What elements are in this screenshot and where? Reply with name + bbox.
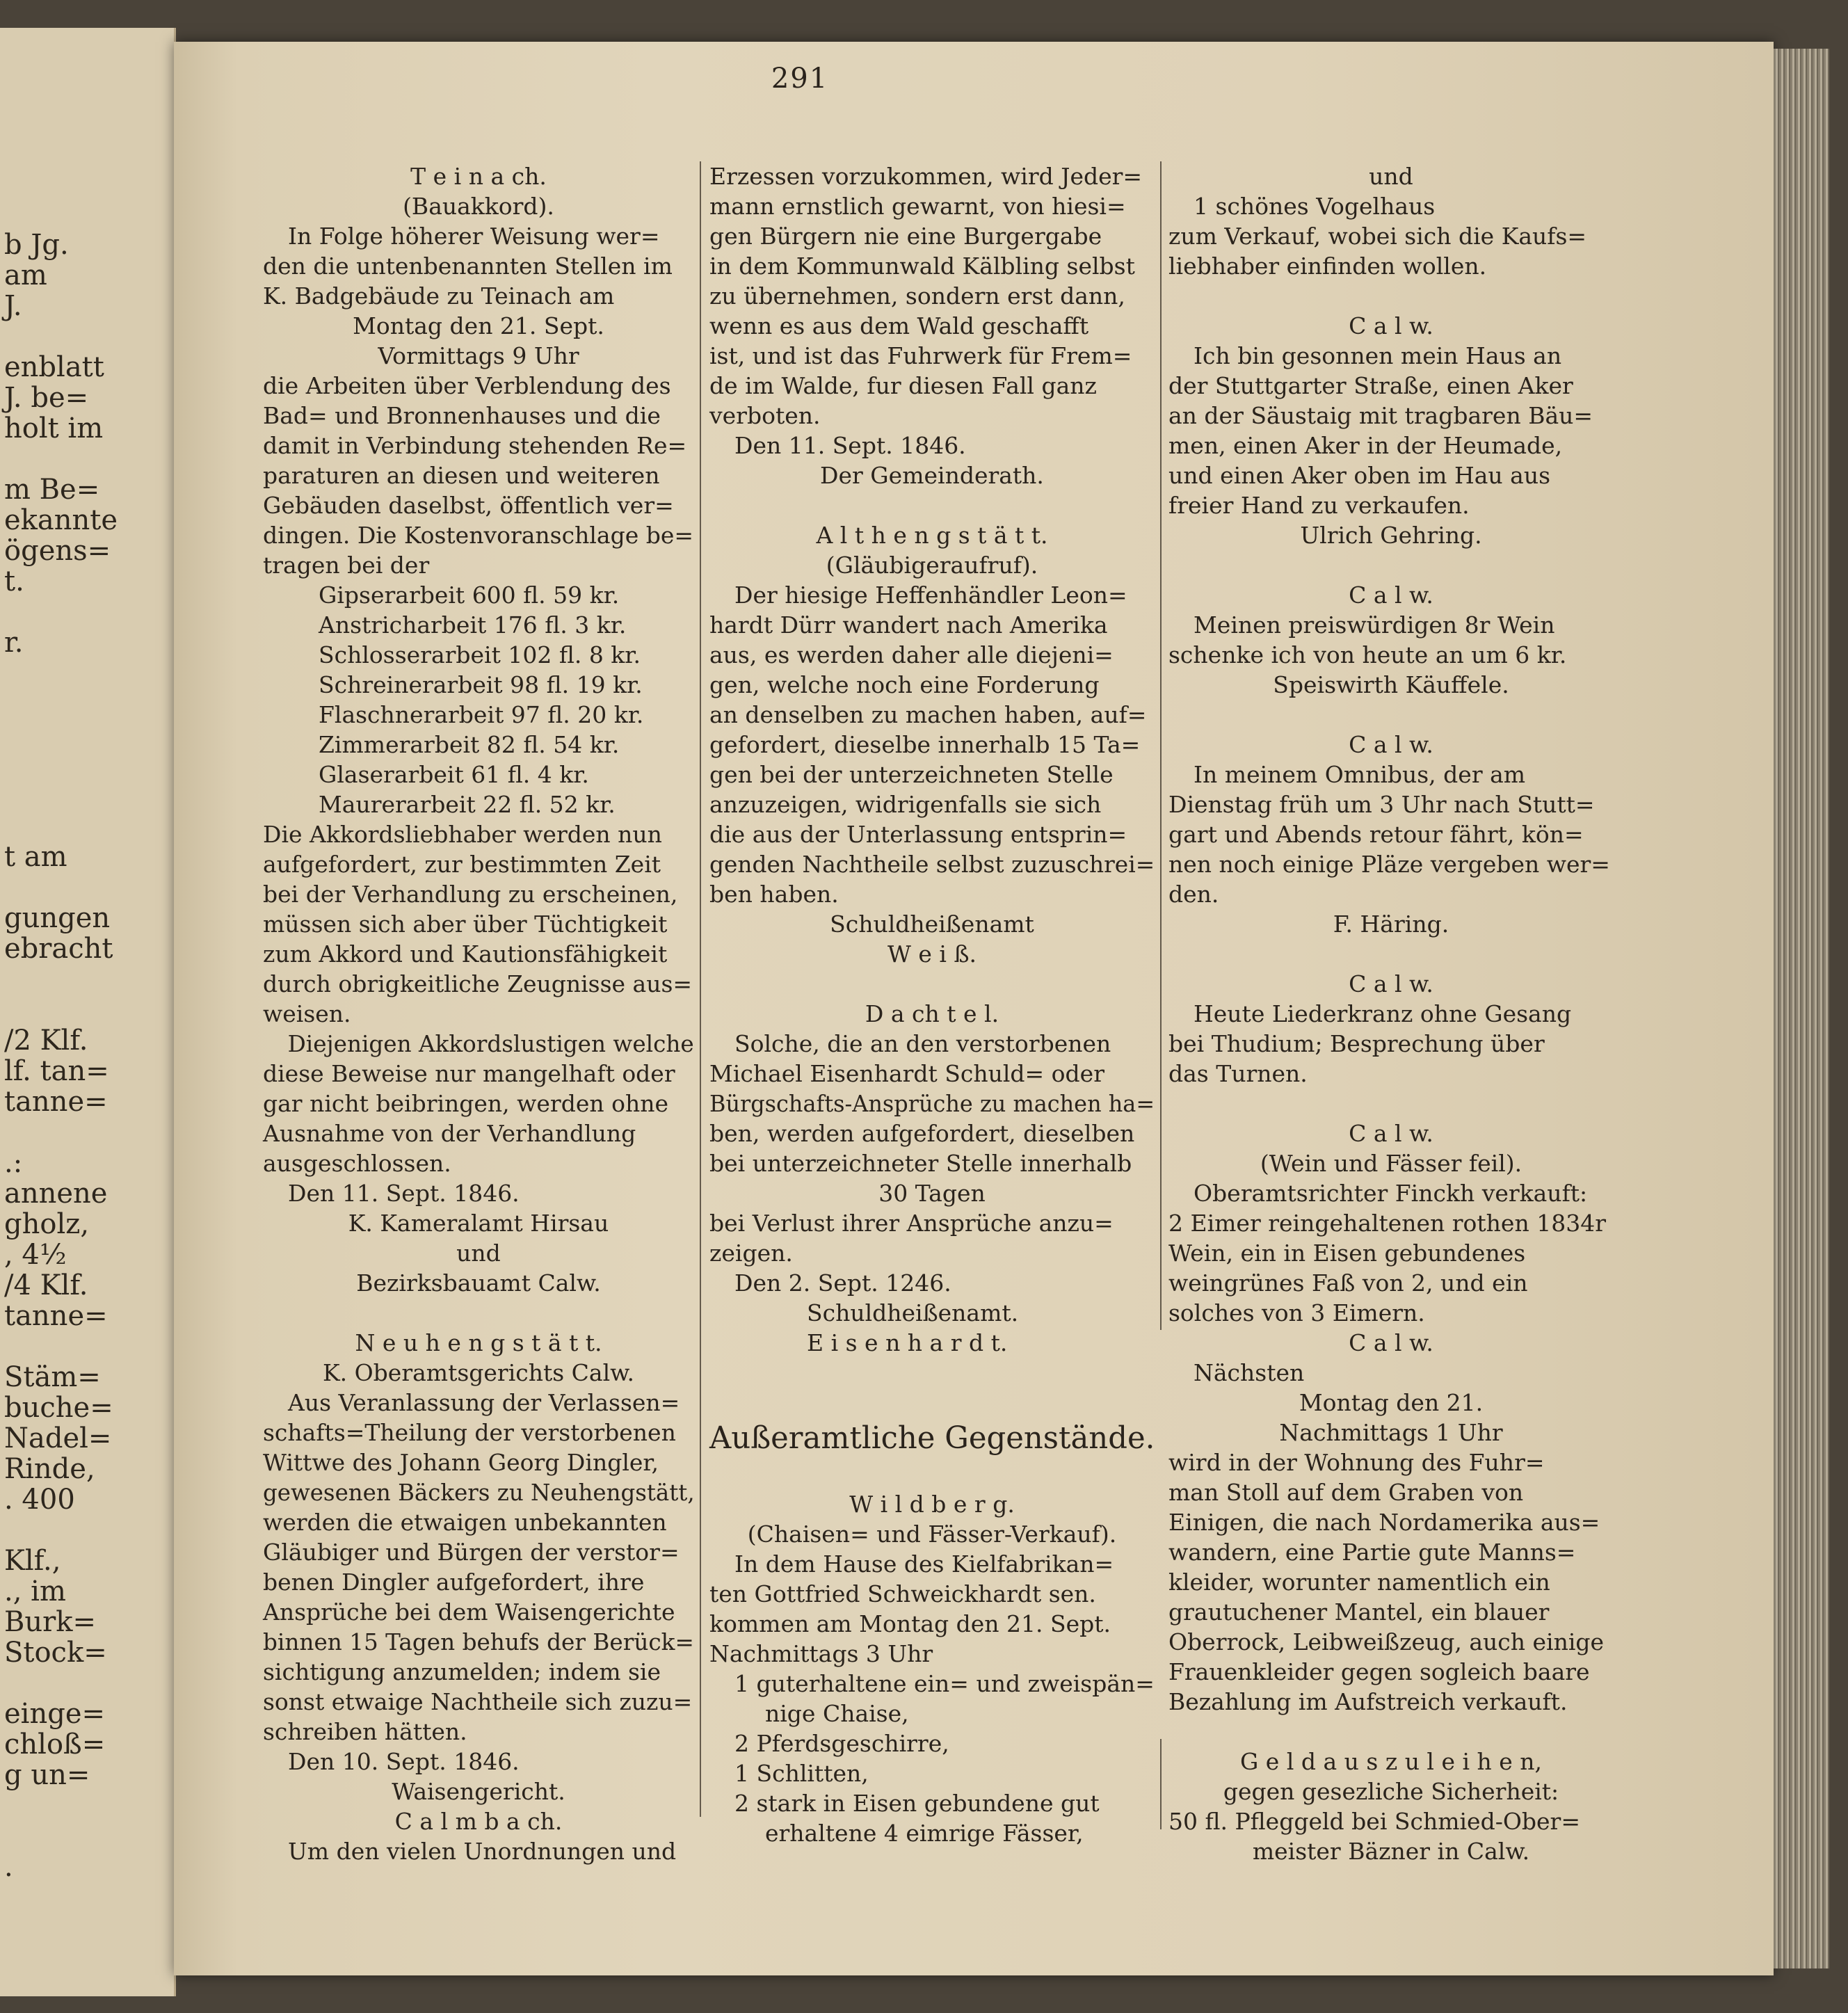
left-page-fragment: /2 Klf. <box>4 1025 88 1057</box>
text-line: aus, es werden daher alle diejeni= <box>709 641 1114 668</box>
text-line: gegen gesezliche Sicherheit: <box>1223 1778 1559 1805</box>
spacer <box>263 1298 694 1328</box>
left-page-fragment: . <box>4 1851 13 1883</box>
text-line: 2 stark in Eisen gebundene gut <box>734 1790 1100 1817</box>
text-line: werden die etwaigen unbekannten <box>263 1509 667 1536</box>
text-line: C a l w. <box>1349 582 1433 609</box>
left-page-fragment: holt im <box>4 412 104 444</box>
text-line: Ulrich Gehring. <box>1300 522 1482 549</box>
text-line: Waisengericht. <box>392 1778 565 1805</box>
text-line: und <box>1369 163 1413 190</box>
text-line: binnen 15 Tagen behufs der Berück= <box>263 1628 694 1655</box>
text-line: C a l w. <box>1349 312 1433 339</box>
text-line: mann ernstlich gewarnt, von hiesi= <box>709 193 1126 220</box>
text-line: sichtigung anzumelden; indem sie <box>263 1658 661 1685</box>
left-page-fragment: t am <box>4 841 67 873</box>
left-page-edge <box>0 28 176 1996</box>
text-line: und einen Aker oben im Hau aus <box>1168 462 1551 489</box>
left-page-fragment: /4 Klf. <box>4 1269 88 1301</box>
text-line: Heute Liederkranz ohne Gesang <box>1194 1000 1572 1027</box>
spacer <box>709 1358 1155 1388</box>
text-line: solches von 3 Eimern. <box>1168 1299 1425 1326</box>
text-line: Um den vielen Unordnungen und <box>288 1838 677 1865</box>
text-line: weisen. <box>263 1000 351 1027</box>
text-line: E i s e n h a r d t. <box>807 1329 1008 1356</box>
text-line: in dem Kommunwald Kälbling selbst <box>709 252 1135 280</box>
left-page-fragment: tanne= <box>4 1086 108 1118</box>
text-line: Glaserarbeit 61 fl. 4 kr. <box>319 761 589 788</box>
text-line: durch obrigkeitliche Zeugnisse aus= <box>263 970 693 997</box>
text-line: zu übernehmen, sondern erst dann, <box>709 282 1125 310</box>
text-line: C a l w. <box>1349 970 1433 997</box>
text-line: zeigen. <box>709 1240 793 1267</box>
text-line: bei Thudium; Besprechung über <box>1168 1030 1545 1057</box>
left-page-fragment: Stäm= <box>4 1361 101 1393</box>
text-line: Ausnahme von der Verhandlung <box>263 1120 636 1147</box>
text-line: sonst etwaige Nachtheile sich zuzu= <box>263 1688 693 1715</box>
text-line: die aus der Unterlassung entsprin= <box>709 821 1127 848</box>
text-line: Schuldheißenamt. <box>807 1299 1019 1326</box>
text-line: genden Nachtheile selbst zuzuschrei= <box>709 851 1155 878</box>
text-line: Anstricharbeit 176 fl. 3 kr. <box>319 611 627 639</box>
spacer <box>709 490 1155 520</box>
text-line: man Stoll auf dem Graben von <box>1168 1479 1524 1506</box>
text-line: Meinen preiswürdigen 8r Wein <box>1194 611 1555 639</box>
left-page-fragment: r. <box>4 627 24 659</box>
text-line: 2 Pferdsgeschirre, <box>734 1730 949 1757</box>
text-line: Maurerarbeit 22 fl. 52 kr. <box>319 791 616 818</box>
text-line: Nachmittags 1 Uhr <box>1279 1419 1503 1446</box>
text-line: F. Häring. <box>1333 911 1449 938</box>
left-page-fragment: ekannte <box>4 504 118 536</box>
left-page-fragment: . 400 <box>4 1484 75 1516</box>
text-line: ben, werden aufgefordert, dieselben <box>709 1120 1135 1147</box>
text-line: In Folge höherer Weisung wer= <box>288 223 660 250</box>
text-line: Die Akkordsliebhaber werden nun <box>263 821 662 848</box>
text-line: A l t h e n g s t ä t t. <box>816 522 1048 549</box>
text-line: C a l m b a ch. <box>394 1808 563 1835</box>
text-line: Gläubiger und Bürgen der verstor= <box>263 1539 680 1566</box>
text-line: Außeramtliche Gegenstände. <box>709 1420 1155 1456</box>
text-line: paraturen an diesen und weiteren <box>263 462 660 489</box>
text-line: verboten. <box>709 402 821 429</box>
column-divider-2b <box>1160 1739 1162 1829</box>
left-page-fragment: Klf., <box>4 1545 61 1577</box>
text-line: W e i ß. <box>887 940 977 968</box>
text-line: wird in der Wohnung des Fuhr= <box>1168 1449 1545 1476</box>
text-line: Den 10. Sept. 1846. <box>288 1748 520 1775</box>
text-line: den. <box>1168 881 1219 908</box>
text-line: Ansprüche bei dem Waisengerichte <box>263 1598 675 1626</box>
text-line: gefordert, dieselbe innerhalb 15 Ta= <box>709 731 1141 758</box>
left-page-fragment: am <box>4 259 47 291</box>
text-line: Bezahlung im Aufstreich verkauft. <box>1168 1688 1568 1715</box>
text-line: weingrünes Faß von 2, und ein <box>1168 1269 1528 1297</box>
text-line: Wein, ein in Eisen gebundenes <box>1168 1240 1526 1267</box>
text-line: K. Kameralamt Hirsau <box>348 1210 609 1237</box>
text-line: gart und Abends retour fährt, kön= <box>1168 821 1584 848</box>
text-line: gar nicht beibringen, werden ohne <box>263 1090 669 1117</box>
left-page-fragment: ögens= <box>4 535 111 567</box>
text-line: Bezirksbauamt Calw. <box>356 1269 601 1297</box>
left-page-fragment: einge= <box>4 1698 106 1730</box>
text-line: schenke ich von heute an um 6 kr. <box>1168 641 1567 668</box>
column-right <box>1168 161 1614 1866</box>
spacer <box>1168 1717 1614 1747</box>
text-line: Bad= und Bronnenhauses und die <box>263 402 661 429</box>
text-line: Flaschnerarbeit 97 fl. 20 kr. <box>319 701 644 728</box>
text-line: tragen bei der <box>263 552 430 579</box>
column-left <box>263 161 694 1866</box>
text-line: freier Hand zu verkaufen. <box>1168 492 1470 519</box>
left-page-fragment: J. <box>4 290 22 322</box>
left-page-fragment: , 4½ <box>4 1239 67 1271</box>
text-line: 1 guterhaltene ein= und zweispän= <box>734 1670 1155 1697</box>
text-line: gen bei der unterzeichneten Stelle <box>709 761 1114 788</box>
text-line: Nächsten <box>1194 1359 1305 1386</box>
text-line: benen Dingler aufgefordert, ihre <box>263 1569 645 1596</box>
page-number: 291 <box>771 63 829 95</box>
text-line: de im Walde, fur diesen Fall ganz <box>709 372 1097 399</box>
text-line: In meinem Omnibus, der am <box>1194 761 1526 788</box>
spacer <box>1168 939 1614 969</box>
text-line: anzuzeigen, widrigenfalls sie sich <box>709 791 1102 818</box>
text-line: Schreinerarbeit 98 fl. 19 kr. <box>319 671 643 698</box>
spacer <box>709 1459 1155 1489</box>
left-page-fragment: ., im <box>4 1575 66 1607</box>
text-line: Oberamtsrichter Finckh verkauft: <box>1194 1180 1588 1207</box>
text-line: K. Oberamtsgerichts Calw. <box>323 1359 634 1386</box>
text-line: gewesenen Bäckers zu Neuhengstätt, <box>263 1479 695 1506</box>
text-line: C a l w. <box>1349 1120 1433 1147</box>
text-line: 1 Schlitten, <box>734 1760 869 1787</box>
text-line: (Bauakkord). <box>403 193 554 220</box>
spacer <box>1168 281 1614 311</box>
text-line: (Gläubigeraufruf). <box>826 552 1038 579</box>
text-line: Bürgschafts-Ansprüche zu machen ha= <box>709 1090 1155 1117</box>
text-line: ben haben. <box>709 881 839 908</box>
text-line: wandern, eine Partie gute Manns= <box>1168 1539 1576 1566</box>
text-line: Zimmerarbeit 82 fl. 54 kr. <box>319 731 620 758</box>
spacer <box>709 1388 1155 1418</box>
text-line: bei der Verhandlung zu erscheinen, <box>263 881 678 908</box>
text-line: diese Beweise nur mangelhaft oder <box>263 1060 675 1087</box>
text-line: damit in Verbindung stehenden Re= <box>263 432 687 459</box>
text-line: an denselben zu machen haben, auf= <box>709 701 1147 728</box>
text-line: 50 fl. Pfleggeld bei Schmied-Ober= <box>1168 1808 1580 1835</box>
left-page-fragment: Stock= <box>4 1637 107 1669</box>
text-line: G e l d a u s z u l e i h e n, <box>1239 1748 1543 1775</box>
left-page-fragment: g un= <box>4 1759 90 1791</box>
left-page-fragment: annene <box>4 1178 108 1210</box>
text-line: Nachmittags 3 Uhr <box>709 1640 933 1667</box>
text-line: Erzessen vorzukommen, wird Jeder= <box>709 163 1143 190</box>
text-line: kommen am Montag den 21. Sept. <box>709 1610 1111 1637</box>
left-page-fragment: b Jg. <box>4 229 69 261</box>
text-line: die Arbeiten über Verblendung des <box>263 372 671 399</box>
text-line: meister Bäzner in Calw. <box>1252 1838 1530 1865</box>
text-line: das Turnen. <box>1168 1060 1308 1087</box>
text-line: und <box>456 1240 501 1267</box>
text-line: den die untenbenannten Stellen im <box>263 252 673 280</box>
text-line: men, einen Aker in der Heumade, <box>1168 432 1563 459</box>
page-stack-edge <box>1774 49 1829 1968</box>
text-line: Montag den 21. <box>1299 1389 1484 1416</box>
text-line: ist, und ist das Fuhrwerk für Frem= <box>709 342 1132 369</box>
text-line: Den 11. Sept. 1846. <box>734 432 966 459</box>
text-line: Den 11. Sept. 1846. <box>288 1180 520 1207</box>
text-line: aufgefordert, zur bestimmten Zeit <box>263 851 661 878</box>
column-divider-1 <box>700 161 701 1817</box>
left-page-fragment: gholz, <box>4 1208 90 1240</box>
text-line: Einigen, die nach Nordamerika aus= <box>1168 1509 1600 1536</box>
text-line: Michael Eisenhardt Schuld= oder <box>709 1060 1104 1087</box>
left-page-fragment: .: <box>4 1147 23 1179</box>
text-line: wenn es aus dem Wald geschafft <box>709 312 1089 339</box>
text-line: C a l w. <box>1349 1329 1433 1356</box>
text-line: zum Akkord und Kautionsfähigkeit <box>263 940 668 968</box>
left-page-fragment: Nadel= <box>4 1422 112 1454</box>
left-page-fragment: Rinde, <box>4 1453 95 1485</box>
left-page-fragment: J. be= <box>4 382 89 414</box>
text-line: C a l w. <box>1349 731 1433 758</box>
text-line: schreiben hätten. <box>263 1718 467 1745</box>
spacer <box>1168 1089 1614 1118</box>
text-line: Speiswirth Käuffele. <box>1273 671 1509 698</box>
text-line: W i l d b e r g. <box>849 1491 1015 1518</box>
text-line: N e u h e n g s t ä t t. <box>355 1329 602 1356</box>
text-line: erhaltene 4 eimrige Fässer, <box>765 1820 1084 1847</box>
text-line: an der Säustaig mit tragbaren Bäu= <box>1168 402 1593 429</box>
text-line: bei Verlust ihrer Ansprüche anzu= <box>709 1210 1114 1237</box>
text-line: Solche, die an den verstorbenen <box>734 1030 1111 1057</box>
text-line: Den 2. Sept. 1246. <box>734 1269 951 1297</box>
text-line: Aus Veranlassung der Verlassen= <box>288 1389 680 1416</box>
text-line: 30 Tagen <box>878 1180 986 1207</box>
text-line: 2 Eimer reingehaltenen rothen 1834r <box>1168 1210 1606 1237</box>
text-line: Vormittags 9 Uhr <box>378 342 579 369</box>
text-line: D a ch t e l. <box>865 1000 999 1027</box>
text-line: grautuchener Mantel, ein blauer <box>1168 1598 1550 1626</box>
text-line: nen noch einige Pläze vergeben wer= <box>1168 851 1610 878</box>
text-line: Frauenkleider gegen sogleich baare <box>1168 1658 1590 1685</box>
spacer <box>1168 550 1614 580</box>
left-page-fragment: chloß= <box>4 1729 106 1761</box>
text-line: (Chaisen= und Fässer-Verkauf). <box>747 1521 1117 1548</box>
text-line: Der Gemeinderath. <box>820 462 1044 489</box>
text-line: Diejenigen Akkordslustigen welche <box>287 1030 694 1057</box>
text-line: bei unterzeichneter Stelle innerhalb <box>709 1150 1132 1177</box>
column-middle <box>709 161 1155 1848</box>
spacer <box>709 969 1155 999</box>
text-line: Dienstag früh um 3 Uhr nach Stutt= <box>1168 791 1595 818</box>
text-line: T e i n a ch. <box>410 163 547 190</box>
text-line: (Wein und Fässer feil). <box>1260 1150 1522 1177</box>
text-line: liebhaber einfinden wollen. <box>1168 252 1487 280</box>
text-line: Gipserarbeit 600 fl. 59 kr. <box>319 582 620 609</box>
text-line: Schlosserarbeit 102 fl. 8 kr. <box>319 641 641 668</box>
text-line: hardt Dürr wandert nach Amerika <box>709 611 1108 639</box>
left-page-fragment: m Be= <box>4 474 100 506</box>
text-line: Oberrock, Leibweißzeug, auch einige <box>1168 1628 1605 1655</box>
text-line: der Stuttgarter Straße, einen Aker <box>1168 372 1573 399</box>
text-line: gen, welche noch eine Forderung <box>709 671 1100 698</box>
text-line: schafts=Theilung der verstorbenen <box>263 1419 676 1446</box>
left-page-fragment: gungen <box>4 902 111 934</box>
left-page-fragment: Burk= <box>4 1606 97 1638</box>
text-line: gen Bürgern nie eine Burgergabe <box>709 223 1102 250</box>
text-line: ausgeschlossen. <box>263 1150 451 1177</box>
text-line: Gebäuden daselbst, öffentlich ver= <box>263 492 674 519</box>
left-page-fragment: enblatt <box>4 351 104 383</box>
text-line: K. Badgebäude zu Teinach am <box>263 282 615 310</box>
text-line: Montag den 21. Sept. <box>353 312 604 339</box>
text-line: Schuldheißenamt <box>830 911 1034 938</box>
text-line: kleider, worunter namentlich ein <box>1168 1569 1550 1596</box>
left-page-fragment: ebracht <box>4 933 113 965</box>
text-line: 1 schönes Vogelhaus <box>1194 193 1436 220</box>
text-line: zum Verkauf, wobei sich die Kaufs= <box>1168 223 1587 250</box>
left-page-fragment: t. <box>4 566 24 598</box>
text-line: ten Gottfried Schweickhardt sen. <box>709 1580 1096 1607</box>
text-line: Ich bin gesonnen mein Haus an <box>1194 342 1562 369</box>
column-divider-2 <box>1160 161 1162 1330</box>
left-page-fragment: lf. tan= <box>4 1055 109 1087</box>
text-line: Der hiesige Heffenhändler Leon= <box>734 582 1127 609</box>
text-line: nige Chaise, <box>765 1700 909 1727</box>
left-page-fragment: buche= <box>4 1392 113 1424</box>
spacer <box>1168 700 1614 730</box>
text-line: In dem Hause des Kielfabrikan= <box>734 1550 1114 1578</box>
text-line: Wittwe des Johann Georg Dingler, <box>263 1449 659 1476</box>
left-page-fragment: tanne= <box>4 1300 108 1332</box>
text-line: dingen. Die Kostenvoranschlage be= <box>263 522 694 549</box>
text-line: müssen sich aber über Tüchtigkeit <box>263 911 668 938</box>
